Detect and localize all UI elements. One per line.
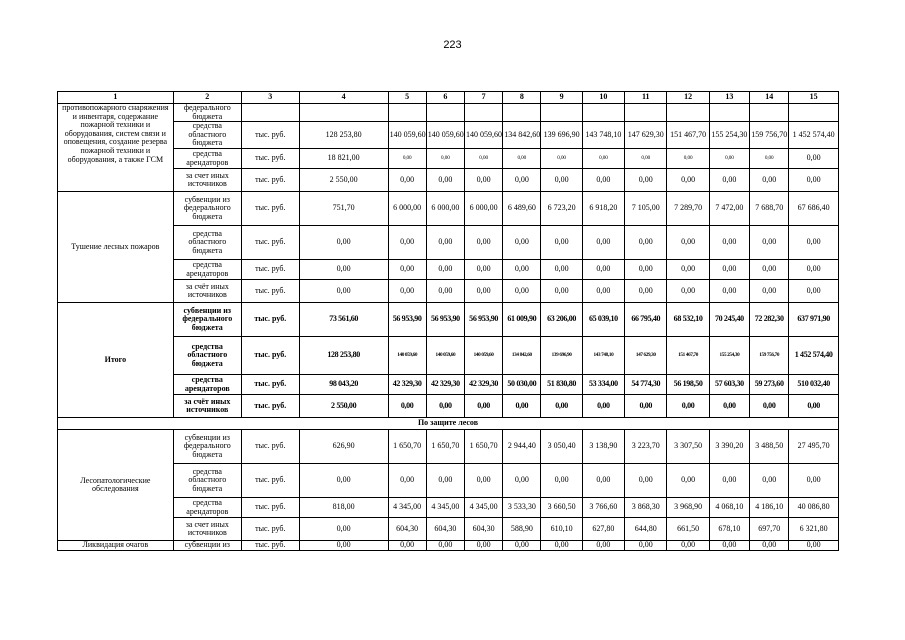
value-cell: 4 345,00	[426, 498, 464, 518]
value-cell: 0,00	[625, 464, 667, 498]
column-header: 11	[625, 92, 667, 104]
value-cell: 0,00	[388, 541, 426, 551]
table-row	[58, 541, 839, 551]
value-cell	[541, 104, 582, 122]
value-cell: 0,00	[625, 226, 667, 260]
value-cell: 54 774,30	[625, 375, 667, 395]
column-header: 8	[503, 92, 541, 104]
value-cell: 0,00	[426, 464, 464, 498]
funding-source: средства областного бюджета	[173, 226, 241, 260]
funding-source: средства областного бюджета	[173, 464, 241, 498]
value-cell: 627,80	[582, 518, 624, 541]
column-header: 15	[789, 92, 839, 104]
value-cell: 0,00	[503, 541, 541, 551]
value-cell: 1 452 574,40	[789, 122, 839, 149]
value-cell: 604,30	[388, 518, 426, 541]
unit: тыс. руб.	[241, 192, 299, 226]
value-cell: 0,00	[503, 226, 541, 260]
value-cell: 143 748,10	[582, 337, 624, 375]
value-cell: 50 030,00	[503, 375, 541, 395]
value-cell: 0,00	[750, 260, 789, 280]
value-cell: 7 688,70	[750, 192, 789, 226]
value-cell: 751,70	[299, 192, 388, 226]
value-cell: 40 086,80	[789, 498, 839, 518]
table-row	[58, 430, 839, 464]
value-cell: 0,00	[465, 541, 503, 551]
value-cell: 0,00	[426, 395, 464, 418]
column-header: 14	[750, 92, 789, 104]
table-row	[58, 192, 839, 226]
value-cell	[750, 104, 789, 122]
unit	[241, 104, 299, 122]
value-cell: 6 321,80	[789, 518, 839, 541]
column-header: 10	[582, 92, 624, 104]
unit: тыс. руб.	[241, 280, 299, 303]
value-cell: 0,00	[388, 464, 426, 498]
value-cell: 0,00	[426, 280, 464, 303]
value-cell: 134 842,60	[503, 122, 541, 149]
value-cell: 147 629,30	[625, 337, 667, 375]
row-group-title: Итого	[58, 303, 174, 418]
row-group-title: Лесопатологические обследования	[58, 430, 174, 541]
value-cell: 0,00	[503, 280, 541, 303]
value-cell	[465, 104, 503, 122]
value-cell: 7 105,00	[625, 192, 667, 226]
funding-source: средства областного бюджета	[173, 122, 241, 149]
value-cell: 0,00	[582, 464, 624, 498]
value-cell: 0,00	[709, 260, 749, 280]
page-number: 223	[443, 39, 462, 51]
unit: тыс. руб.	[241, 464, 299, 498]
value-cell: 140 059,60	[426, 122, 464, 149]
value-cell: 0,00	[625, 260, 667, 280]
table-row	[58, 122, 839, 149]
table-row	[58, 169, 839, 192]
value-cell: 151 467,70	[667, 337, 709, 375]
value-cell: 27 495,70	[789, 430, 839, 464]
unit: тыс. руб.	[241, 518, 299, 541]
table-row	[58, 303, 839, 337]
value-cell: 0,00	[667, 149, 709, 169]
value-cell: 0,00	[789, 541, 839, 551]
funding-source: субвенции из федерального бюджета	[173, 192, 241, 226]
column-header: 4	[299, 92, 388, 104]
value-cell: 0,00	[541, 395, 582, 418]
value-cell: 0,00	[426, 541, 464, 551]
value-cell: 0,00	[667, 464, 709, 498]
value-cell: 147 629,30	[625, 122, 667, 149]
value-cell	[667, 104, 709, 122]
value-cell: 3 766,60	[582, 498, 624, 518]
value-cell: 3 223,70	[625, 430, 667, 464]
value-cell: 0,00	[426, 149, 464, 169]
value-cell: 0,00	[750, 169, 789, 192]
value-cell: 3 968,90	[667, 498, 709, 518]
value-cell: 0,00	[299, 260, 388, 280]
value-cell: 0,00	[299, 226, 388, 260]
value-cell: 0,00	[625, 541, 667, 551]
value-cell: 6 000,00	[426, 192, 464, 226]
value-cell: 57 603,30	[709, 375, 749, 395]
value-cell	[503, 104, 541, 122]
value-cell	[709, 104, 749, 122]
unit: тыс. руб.	[241, 375, 299, 395]
funding-source: федерального бюджета	[173, 104, 241, 122]
value-cell: 0,00	[465, 280, 503, 303]
funding-source: средства арендаторов	[173, 375, 241, 395]
value-cell: 6 918,20	[582, 192, 624, 226]
value-cell: 155 254,30	[709, 337, 749, 375]
value-cell: 0,00	[503, 149, 541, 169]
value-cell: 0,00	[541, 149, 582, 169]
value-cell: 588,90	[503, 518, 541, 541]
value-cell: 697,70	[750, 518, 789, 541]
value-cell: 2 550,00	[299, 395, 388, 418]
value-cell: 0,00	[299, 541, 388, 551]
value-cell: 0,00	[388, 226, 426, 260]
value-cell: 6 000,00	[465, 192, 503, 226]
value-cell: 70 245,40	[709, 303, 749, 337]
value-cell: 0,00	[388, 395, 426, 418]
value-cell	[299, 104, 388, 122]
unit: тыс. руб.	[241, 122, 299, 149]
column-header: 1	[58, 92, 174, 104]
value-cell: 6 723,20	[541, 192, 582, 226]
table-row	[58, 280, 839, 303]
value-cell: 1 650,70	[465, 430, 503, 464]
value-cell: 0,00	[541, 280, 582, 303]
value-cell: 0,00	[750, 280, 789, 303]
value-cell: 510 032,40	[789, 375, 839, 395]
header-row	[58, 92, 839, 104]
value-cell: 0,00	[709, 226, 749, 260]
value-cell: 4 345,00	[388, 498, 426, 518]
funding-source: субвенции из	[173, 541, 241, 551]
value-cell: 0,00	[625, 280, 667, 303]
table-row	[58, 518, 839, 541]
value-cell: 0,00	[388, 149, 426, 169]
unit: тыс. руб.	[241, 541, 299, 551]
value-cell: 0,00	[582, 260, 624, 280]
value-cell: 56 198,50	[667, 375, 709, 395]
value-cell: 0,00	[709, 149, 749, 169]
table-row	[58, 149, 839, 169]
value-cell: 63 206,00	[541, 303, 582, 337]
value-cell: 61 009,90	[503, 303, 541, 337]
table-row	[58, 260, 839, 280]
value-cell: 818,00	[299, 498, 388, 518]
value-cell: 0,00	[667, 260, 709, 280]
value-cell: 0,00	[789, 260, 839, 280]
value-cell: 0,00	[750, 226, 789, 260]
value-cell: 65 039,10	[582, 303, 624, 337]
table-row	[58, 337, 839, 375]
column-header: 9	[541, 92, 582, 104]
funding-source: субвенции из федерального бюджета	[173, 430, 241, 464]
value-cell: 0,00	[503, 464, 541, 498]
value-cell: 139 696,90	[541, 337, 582, 375]
value-cell: 0,00	[465, 169, 503, 192]
table-row	[58, 226, 839, 260]
value-cell	[582, 104, 624, 122]
value-cell: 0,00	[789, 149, 839, 169]
value-cell: 3 660,50	[541, 498, 582, 518]
value-cell: 0,00	[625, 169, 667, 192]
value-cell: 128 253,80	[299, 122, 388, 149]
value-cell: 0,00	[503, 169, 541, 192]
value-cell: 0,00	[582, 169, 624, 192]
value-cell: 0,00	[426, 260, 464, 280]
value-cell: 0,00	[709, 280, 749, 303]
value-cell: 0,00	[388, 169, 426, 192]
row-group-title: Тушение лесных пожаров	[58, 192, 174, 303]
value-cell: 0,00	[465, 226, 503, 260]
value-cell: 155 254,30	[709, 122, 749, 149]
unit: тыс. руб.	[241, 169, 299, 192]
value-cell: 0,00	[541, 226, 582, 260]
column-header: 13	[709, 92, 749, 104]
value-cell: 0,00	[750, 464, 789, 498]
value-cell: 0,00	[709, 169, 749, 192]
value-cell: 0,00	[582, 395, 624, 418]
value-cell: 661,50	[667, 518, 709, 541]
row-group-title: Ликвидация очагов	[58, 541, 174, 551]
column-header: 2	[173, 92, 241, 104]
value-cell: 0,00	[388, 280, 426, 303]
value-cell: 42 329,30	[465, 375, 503, 395]
value-cell: 42 329,30	[388, 375, 426, 395]
funding-source: за счёт иных источников	[173, 395, 241, 418]
funding-source: средства арендаторов	[173, 149, 241, 169]
value-cell: 140 059,60	[465, 122, 503, 149]
budget-table	[57, 91, 839, 551]
table-row	[58, 375, 839, 395]
column-header: 3	[241, 92, 299, 104]
value-cell: 159 756,70	[750, 337, 789, 375]
value-cell: 3 868,30	[625, 498, 667, 518]
unit: тыс. руб.	[241, 498, 299, 518]
value-cell: 140 059,60	[388, 337, 426, 375]
value-cell: 66 795,40	[625, 303, 667, 337]
table-row	[58, 395, 839, 418]
funding-source: за счет иных источников	[173, 169, 241, 192]
table-row	[58, 104, 839, 122]
value-cell: 72 282,30	[750, 303, 789, 337]
value-cell: 610,10	[541, 518, 582, 541]
value-cell: 1 650,70	[388, 430, 426, 464]
value-cell: 0,00	[667, 280, 709, 303]
value-cell: 128 253,80	[299, 337, 388, 375]
value-cell: 73 561,60	[299, 303, 388, 337]
value-cell: 0,00	[750, 541, 789, 551]
value-cell: 4 186,10	[750, 498, 789, 518]
value-cell: 0,00	[667, 226, 709, 260]
value-cell: 7 289,70	[667, 192, 709, 226]
funding-source: за счет иных источников	[173, 518, 241, 541]
value-cell: 0,00	[465, 464, 503, 498]
value-cell: 0,00	[582, 280, 624, 303]
value-cell	[426, 104, 464, 122]
value-cell: 0,00	[625, 149, 667, 169]
value-cell: 0,00	[426, 226, 464, 260]
value-cell: 3 307,50	[667, 430, 709, 464]
value-cell: 0,00	[465, 149, 503, 169]
funding-source: за счёт иных источников	[173, 280, 241, 303]
value-cell: 0,00	[789, 395, 839, 418]
section-title: По защите лесов	[58, 418, 839, 430]
table-row	[58, 464, 839, 498]
value-cell: 0,00	[541, 169, 582, 192]
value-cell: 0,00	[625, 395, 667, 418]
value-cell: 0,00	[465, 395, 503, 418]
value-cell: 644,80	[625, 518, 667, 541]
value-cell: 2 944,40	[503, 430, 541, 464]
value-cell: 0,00	[426, 169, 464, 192]
value-cell: 0,00	[503, 260, 541, 280]
value-cell: 0,00	[299, 464, 388, 498]
value-cell: 0,00	[667, 541, 709, 551]
column-header: 5	[388, 92, 426, 104]
value-cell: 1 452 574,40	[789, 337, 839, 375]
value-cell: 678,10	[709, 518, 749, 541]
unit: тыс. руб.	[241, 430, 299, 464]
funding-source: средства арендаторов	[173, 498, 241, 518]
value-cell: 2 550,00	[299, 169, 388, 192]
value-cell: 56 953,90	[465, 303, 503, 337]
value-cell: 3 050,40	[541, 430, 582, 464]
value-cell: 140 059,60	[388, 122, 426, 149]
value-cell	[388, 104, 426, 122]
value-cell: 0,00	[465, 260, 503, 280]
value-cell: 98 043,20	[299, 375, 388, 395]
value-cell: 4 345,00	[465, 498, 503, 518]
value-cell: 18 821,00	[299, 149, 388, 169]
value-cell: 0,00	[299, 280, 388, 303]
value-cell: 3 488,50	[750, 430, 789, 464]
unit: тыс. руб.	[241, 337, 299, 375]
value-cell: 0,00	[789, 280, 839, 303]
value-cell: 7 472,00	[709, 192, 749, 226]
value-cell	[625, 104, 667, 122]
value-cell: 59 273,60	[750, 375, 789, 395]
value-cell: 0,00	[709, 395, 749, 418]
value-cell: 151 467,70	[667, 122, 709, 149]
column-header: 7	[465, 92, 503, 104]
value-cell: 67 686,40	[789, 192, 839, 226]
unit: тыс. руб.	[241, 395, 299, 418]
unit: тыс. руб.	[241, 260, 299, 280]
row-group-title: противопожарного снаряжения и инвентаря, содержание пожарной техники и оборудования, систем связи и оповещения, создание резерва пожарной техники и оборудования, а также ГСМ	[58, 104, 174, 192]
value-cell: 0,00	[503, 395, 541, 418]
value-cell: 42 329,30	[426, 375, 464, 395]
funding-source: средства арендаторов	[173, 260, 241, 280]
value-cell: 0,00	[299, 518, 388, 541]
value-cell: 0,00	[709, 541, 749, 551]
value-cell: 51 830,80	[541, 375, 582, 395]
unit: тыс. руб.	[241, 149, 299, 169]
value-cell: 140 059,60	[426, 337, 464, 375]
value-cell: 0,00	[667, 169, 709, 192]
value-cell: 1 650,70	[426, 430, 464, 464]
value-cell: 3 138,90	[582, 430, 624, 464]
column-header: 6	[426, 92, 464, 104]
value-cell: 0,00	[582, 149, 624, 169]
value-cell: 143 748,10	[582, 122, 624, 149]
funding-source: субвенции из федерального бюджета	[173, 303, 241, 337]
column-header: 12	[667, 92, 709, 104]
table-row	[58, 498, 839, 518]
value-cell: 3 533,30	[503, 498, 541, 518]
section-row	[58, 418, 839, 430]
value-cell: 0,00	[582, 226, 624, 260]
value-cell: 0,00	[709, 464, 749, 498]
unit: тыс. руб.	[241, 226, 299, 260]
value-cell	[789, 104, 839, 122]
value-cell: 0,00	[541, 541, 582, 551]
value-cell: 604,30	[426, 518, 464, 541]
value-cell: 4 068,10	[709, 498, 749, 518]
value-cell: 0,00	[388, 260, 426, 280]
value-cell: 68 532,10	[667, 303, 709, 337]
value-cell: 604,30	[465, 518, 503, 541]
value-cell: 0,00	[750, 149, 789, 169]
value-cell: 0,00	[750, 395, 789, 418]
value-cell: 0,00	[789, 226, 839, 260]
value-cell: 0,00	[667, 395, 709, 418]
value-cell: 0,00	[789, 169, 839, 192]
value-cell: 56 953,90	[426, 303, 464, 337]
value-cell: 626,90	[299, 430, 388, 464]
value-cell: 0,00	[541, 464, 582, 498]
value-cell: 140 059,60	[465, 337, 503, 375]
unit: тыс. руб.	[241, 303, 299, 337]
value-cell: 139 696,90	[541, 122, 582, 149]
value-cell: 159 756,70	[750, 122, 789, 149]
value-cell: 637 971,90	[789, 303, 839, 337]
value-cell: 134 842,60	[503, 337, 541, 375]
value-cell: 6 489,60	[503, 192, 541, 226]
value-cell: 0,00	[541, 260, 582, 280]
value-cell: 0,00	[582, 541, 624, 551]
value-cell: 3 390,20	[709, 430, 749, 464]
value-cell: 53 334,00	[582, 375, 624, 395]
funding-source: средства областного бюджета	[173, 337, 241, 375]
value-cell: 56 953,90	[388, 303, 426, 337]
value-cell: 0,00	[789, 464, 839, 498]
value-cell: 6 000,00	[388, 192, 426, 226]
